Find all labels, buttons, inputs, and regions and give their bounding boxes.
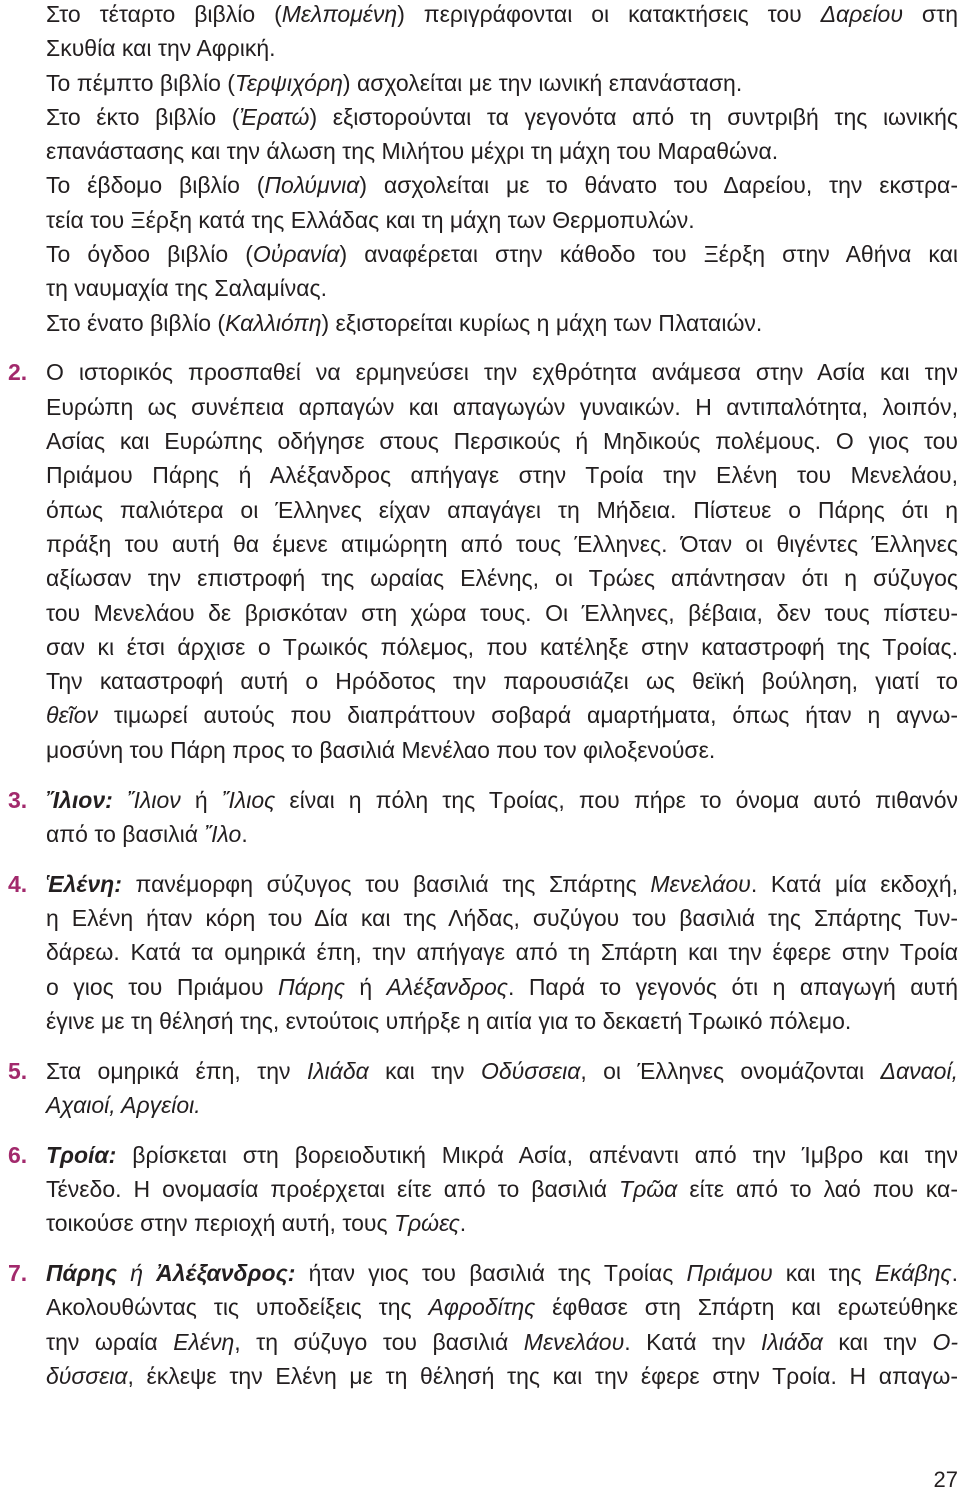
text-run: από το βασιλιά	[46, 820, 205, 847]
text-run: .	[951, 1260, 958, 1287]
text-line	[46, 1359, 958, 1393]
text-line	[46, 0, 958, 31]
text-run: ) ασχολείται με το θάνατο του Δαρείου, την εκστρα-	[359, 172, 958, 199]
text-line	[46, 561, 958, 595]
bold-italic-term: Πάρης	[46, 1260, 117, 1287]
text-line	[46, 1054, 958, 1088]
text-line	[46, 203, 958, 237]
text-line	[46, 783, 958, 817]
text-line	[46, 901, 958, 935]
text-run: ) εξιστορούνται τα γεγονότα από τη συντριβή της ιωνικής	[309, 103, 958, 130]
italic-term: Ο-	[932, 1328, 958, 1355]
text-run: , τη σύζυγο του βασιλιά	[234, 1328, 524, 1355]
text-line	[46, 355, 958, 389]
bold-italic-term: Ἴλιον:	[46, 786, 113, 813]
italic-term: Τρώες	[393, 1210, 460, 1237]
italic-term: Ἴλο	[204, 820, 242, 847]
text-run: βρίσκεται στη βορειοδυτική Μικρά Ασία, απέναντι από την Ίμβρο και την	[116, 1141, 958, 1168]
italic-term: Ἐρατώ	[239, 103, 310, 130]
text-line	[46, 168, 958, 202]
note-item	[8, 867, 959, 1038]
text-line	[46, 596, 958, 630]
text-run: μοσύνη του Πάρη προς το βασιλιά Μενέλαο που τον φιλοξενούσε.	[46, 736, 716, 763]
text-run: Ευρώπη ως συνέπεια αρπαγών και απαγωγών γυναικών. Η αντιπαλότητα, λοιπόν,	[46, 393, 958, 420]
text-run: ο γιος του Πριάμου	[46, 973, 279, 1000]
text-run: τη ναυμαχία της Σαλαμίνας.	[46, 275, 328, 302]
text-line	[46, 733, 958, 767]
text-line	[46, 66, 958, 100]
italic-term: Ἴλιον	[126, 786, 181, 813]
note-number: 2.	[8, 359, 28, 386]
italic-term: ή	[117, 1260, 157, 1287]
italic-term: Ιλιάδα	[761, 1328, 823, 1355]
text-line	[46, 493, 958, 527]
text-run: είτε από το λαό που κα-	[677, 1176, 958, 1202]
italic-term: Τρῶα	[619, 1176, 678, 1202]
text-line	[46, 867, 958, 901]
italic-term: Μενελάου	[650, 870, 751, 897]
text-run: και την	[368, 1057, 481, 1084]
italic-term: Οὐρανία	[252, 241, 340, 268]
page-number: 27	[933, 1467, 958, 1492]
text-run: ) περιγράφονται οι κατακτήσεις του	[397, 1, 821, 27]
note-item	[8, 1138, 958, 1241]
text-run: .	[459, 1210, 467, 1237]
text-run: στη	[903, 1, 958, 27]
text-run: ) ασχολείται με την ιωνική επανάσταση.	[342, 69, 743, 96]
italic-term: Καλλιόπη	[225, 309, 322, 336]
text-run: ήταν γιος του βασιλιά της Τροίας	[295, 1260, 687, 1287]
text-line	[46, 134, 958, 168]
text-line	[46, 1256, 958, 1290]
text-run: Στα ομηρικά έπη, την	[46, 1057, 307, 1084]
text-line	[46, 424, 958, 458]
italic-term: Ελένη	[173, 1328, 235, 1355]
book-summary	[46, 66, 958, 100]
text-line	[46, 458, 958, 492]
text-line	[46, 1004, 958, 1038]
text-run: δάρεω. Κατά τα ομηρικά έπη, την απήγαγε από τη Σπάρτη και την έφερε στην Τροία	[46, 939, 958, 966]
italic-term: Οδύσσεια	[480, 1057, 581, 1084]
bold-italic-term: Ἀλέξανδρος:	[156, 1260, 296, 1287]
text-line	[46, 100, 958, 134]
text-line	[46, 698, 958, 732]
text-run: η Ελένη ήταν κόρη του Δία και της Λήδας, συζύγου του βασιλιά της Σπάρτης Τυν-	[46, 904, 958, 931]
italic-term: Μελπομένη	[281, 1, 398, 27]
text-line	[46, 630, 958, 664]
text-run: του Μενελάου δε βρισκόταν στη χώρα τους. Οι Έλληνες, βέβαια, δεν τους πίστευ-	[46, 599, 958, 626]
text-line	[46, 970, 958, 1004]
italic-term: Ἴλιος	[221, 786, 276, 813]
text-line	[46, 1290, 958, 1324]
text-run: σαν κι έτσι άρχισε ο Τρωικός πόλεμος, που κατέληξε στην καταστροφή της Τροίας.	[46, 633, 958, 660]
italic-term: Δαναοί,	[880, 1057, 958, 1084]
italic-term: δύσσεια	[46, 1362, 128, 1389]
note-item	[8, 1256, 959, 1393]
text-run: Σκυθία και την Αφρική.	[46, 35, 276, 62]
text-line	[46, 1138, 958, 1172]
text-run: Το έβδομο βιβλίο (	[46, 172, 265, 199]
text-run: ή	[180, 786, 222, 813]
note-item	[8, 1054, 958, 1123]
italic-term: Πολύμνια	[264, 172, 360, 199]
text-run: πράξη του αυτή θα έμενε ατιμώρητη από τους Έλληνες. Όταν οι θιγέντες Έλληνες	[46, 530, 958, 557]
italic-term: Αχαιοί, Αργείοι.	[46, 1091, 201, 1118]
italic-term: Δαρείου	[820, 1, 903, 27]
text-line	[46, 390, 958, 424]
text-run	[113, 787, 127, 813]
note-number: 4.	[8, 870, 28, 897]
text-run: αξίωσαν την επιστροφή της ωραίας Ελένης, οι Τρώες απάντησαν ότι η σύζυγος	[46, 565, 958, 592]
book-summary	[46, 100, 958, 169]
italic-term: Αλέξανδρος	[386, 973, 508, 1000]
text-run: . Παρά το γεγονός ότι η απαγωγή αυτή	[507, 973, 958, 1000]
text-run: Πριάμου Πάρης ή Αλέξανδρος απήγαγε στην Τροία την Ελένη του Μενελάου,	[46, 462, 958, 489]
book-summary-list	[46, 0, 958, 340]
note-number: 6.	[8, 1141, 28, 1168]
italic-term: Τερψιχόρη	[234, 69, 343, 96]
note-number: 5.	[8, 1057, 28, 1084]
book-summary	[46, 0, 958, 66]
text-run: τιμωρεί αυτούς που διαπράττουν σοβαρά αμαρτήματα, όπως ήταν η αγνω-	[98, 702, 958, 729]
page-text	[8, 0, 959, 1393]
text-line	[46, 1206, 958, 1240]
text-run: , έκλεψε την Ελένη με τη θέλησή της και την έφερε στην Τροία. Η απαγω-	[127, 1362, 958, 1389]
italic-term: Εκάβης	[874, 1260, 952, 1287]
text-line	[46, 935, 958, 969]
text-line	[46, 271, 958, 305]
note-number: 3.	[8, 786, 28, 813]
text-run: επανάστασης και την άλωση της Μιλήτου μέχρι τη μάχη του Μαραθώνα.	[46, 138, 779, 165]
text-run: ) αναφέρεται στην κάθοδο του Ξέρξη στην Αθήνα και	[339, 241, 958, 268]
text-run: Στο έκτο βιβλίο (	[46, 103, 240, 130]
book-summary	[46, 306, 958, 340]
italic-term: Πριάμου	[686, 1260, 773, 1287]
text-run: είναι η πόλη της Τροίας, που πήρε το όνομα αυτό πιθανόν	[275, 786, 959, 813]
text-run: Το όγδοο βιβλίο (	[46, 241, 253, 268]
text-run: όπως παλιότερα οι Έλληνες είχαν απαγάγει τη Μήδεια. Πίστευε ο Πάρης ότι η	[46, 496, 958, 523]
text-line	[46, 1172, 958, 1206]
text-run: . Κατά μία εκδοχή,	[750, 870, 959, 897]
text-run: τοικούσε στην περιοχή αυτή, τους	[46, 1210, 394, 1237]
text-run: ) εξιστορείται κυρίως η μάχη των Πλαταιών.	[321, 309, 763, 336]
note-item	[8, 355, 958, 767]
text-run: και της	[772, 1260, 875, 1287]
italic-term: Μενελάου	[523, 1328, 625, 1355]
notes-list	[8, 355, 959, 1393]
text-line	[46, 306, 958, 340]
text-run: ή	[344, 973, 387, 1000]
text-run: έγινε με τη θέλησή της, εντούτοις υπήρξε η αιτία για το δεκαετή Τρωικό πόλεμο.	[46, 1007, 852, 1034]
text-line	[46, 31, 958, 65]
text-run: . Κατά την	[624, 1328, 761, 1355]
italic-term: θεῖον	[46, 702, 98, 729]
book-summary	[46, 237, 958, 306]
bold-italic-term: Τροία:	[46, 1141, 117, 1168]
text-run: Ο ιστορικός προσπαθεί να ερμηνεύσει την εχθρότητα ανάμεσα στην Ασία και την	[46, 359, 958, 386]
text-run: Την καταστροφή αυτή ο Ηρόδοτος την παρουσιάζει ως θεϊκή βούληση, γιατί το	[46, 668, 958, 695]
text-run: Ασίας και Ευρώπης οδήγησε στους Περσικούς ή Μηδικούς πολέμους. Ο γιος του	[46, 428, 958, 455]
text-run: και την	[822, 1328, 933, 1355]
text-run: Στο τέταρτο βιβλίο (	[46, 1, 282, 27]
text-run: την ωραία	[46, 1328, 174, 1355]
text-run: Ακολουθώντας τις υποδείξεις της	[46, 1294, 429, 1321]
text-run: Τένεδο. Η ονομασία προέρχεται είτε από το βασιλιά	[46, 1176, 620, 1202]
book-summary	[46, 168, 958, 237]
text-line	[46, 237, 958, 271]
text-run: έφθασε στη Σπάρτη και ερωτεύθηκε	[535, 1294, 959, 1321]
text-run: πανέμορφη σύζυγος του βασιλιά της Σπάρτης	[121, 870, 651, 897]
text-run: Στο ένατο βιβλίο (	[46, 309, 226, 336]
text-line	[46, 1088, 958, 1122]
note-number: 7.	[8, 1260, 28, 1287]
note-item	[8, 783, 959, 852]
italic-term: Αφροδίτης	[428, 1294, 536, 1321]
text-line	[46, 817, 958, 851]
text-run: .	[241, 820, 248, 847]
text-run: τεία του Ξέρξη κατά της Ελλάδας και τη μάχη των Θερμοπυλών.	[46, 206, 695, 233]
text-line	[46, 527, 958, 561]
bold-italic-term: Ἑλένη:	[46, 870, 122, 897]
italic-term: Ιλιάδα	[306, 1057, 369, 1084]
text-run: Το πέμπτο βιβλίο (	[46, 69, 235, 96]
text-line	[46, 664, 958, 698]
text-run: , οι Έλληνες ονομάζονται	[580, 1057, 881, 1084]
italic-term: Πάρης	[278, 973, 345, 1000]
text-line	[46, 1325, 958, 1359]
